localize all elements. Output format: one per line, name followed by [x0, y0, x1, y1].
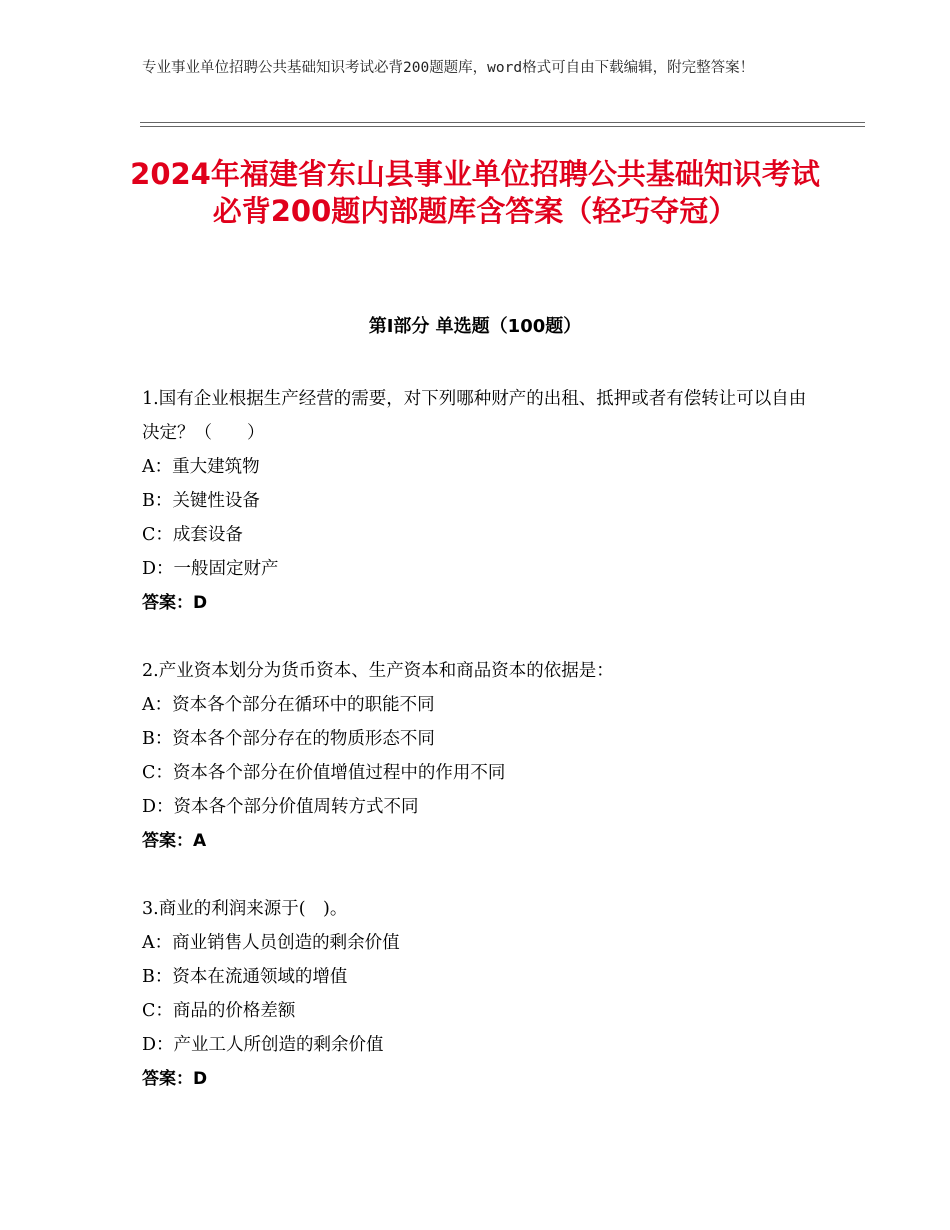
section-title: 第Ⅰ部分 单选题（100题） — [368, 316, 582, 337]
header-note: 专业事业单位招聘公共基础知识考试必背200题题库，word格式可自由下载编辑，附完整答案！ — [142, 60, 755, 76]
option-b: B：资本在流通领域的增值 — [142, 967, 348, 987]
question-text: 1.国有企业根据生产经营的需要，对下列哪种财产的出租、抵押或者有偿转让可以自由决定？（ ） — [142, 389, 807, 443]
question-text: 2.产业资本划分为货币资本、生产资本和商品资本的依据是： — [142, 661, 614, 681]
option-a: A：重大建筑物 — [142, 457, 260, 477]
header-divider-top — [140, 122, 865, 123]
option-a: A：商业销售人员创造的剩余价值 — [142, 933, 400, 953]
option-d: D：一般固定财产 — [142, 559, 279, 579]
answer: 答案：D — [142, 593, 208, 613]
question-text: 3.商业的利润来源于( )。 — [142, 899, 348, 919]
document-title: 2024年福建省东山县事业单位招聘公共基础知识考试必背200题内部题库含答案（轻巧夺冠） — [130, 157, 820, 228]
question-list — [142, 382, 822, 1130]
option-c: C：资本各个部分在价值增值过程中的作用不同 — [142, 763, 506, 783]
answer: 答案：D — [142, 1069, 208, 1089]
question-3 — [142, 892, 822, 1096]
option-d: D：资本各个部分价值周转方式不同 — [142, 797, 419, 817]
option-c: C：商品的价格差额 — [142, 1001, 296, 1021]
header-divider-bottom — [140, 126, 865, 127]
option-b: B：资本各个部分存在的物质形态不同 — [142, 729, 435, 749]
option-c: C：成套设备 — [142, 525, 243, 545]
option-a: A：资本各个部分在循环中的职能不同 — [142, 695, 435, 715]
option-b: B：关键性设备 — [142, 491, 260, 511]
question-2 — [142, 654, 822, 858]
option-d: D：产业工人所创造的剩余价值 — [142, 1035, 384, 1055]
answer: 答案：A — [142, 831, 207, 851]
question-1 — [142, 382, 822, 620]
